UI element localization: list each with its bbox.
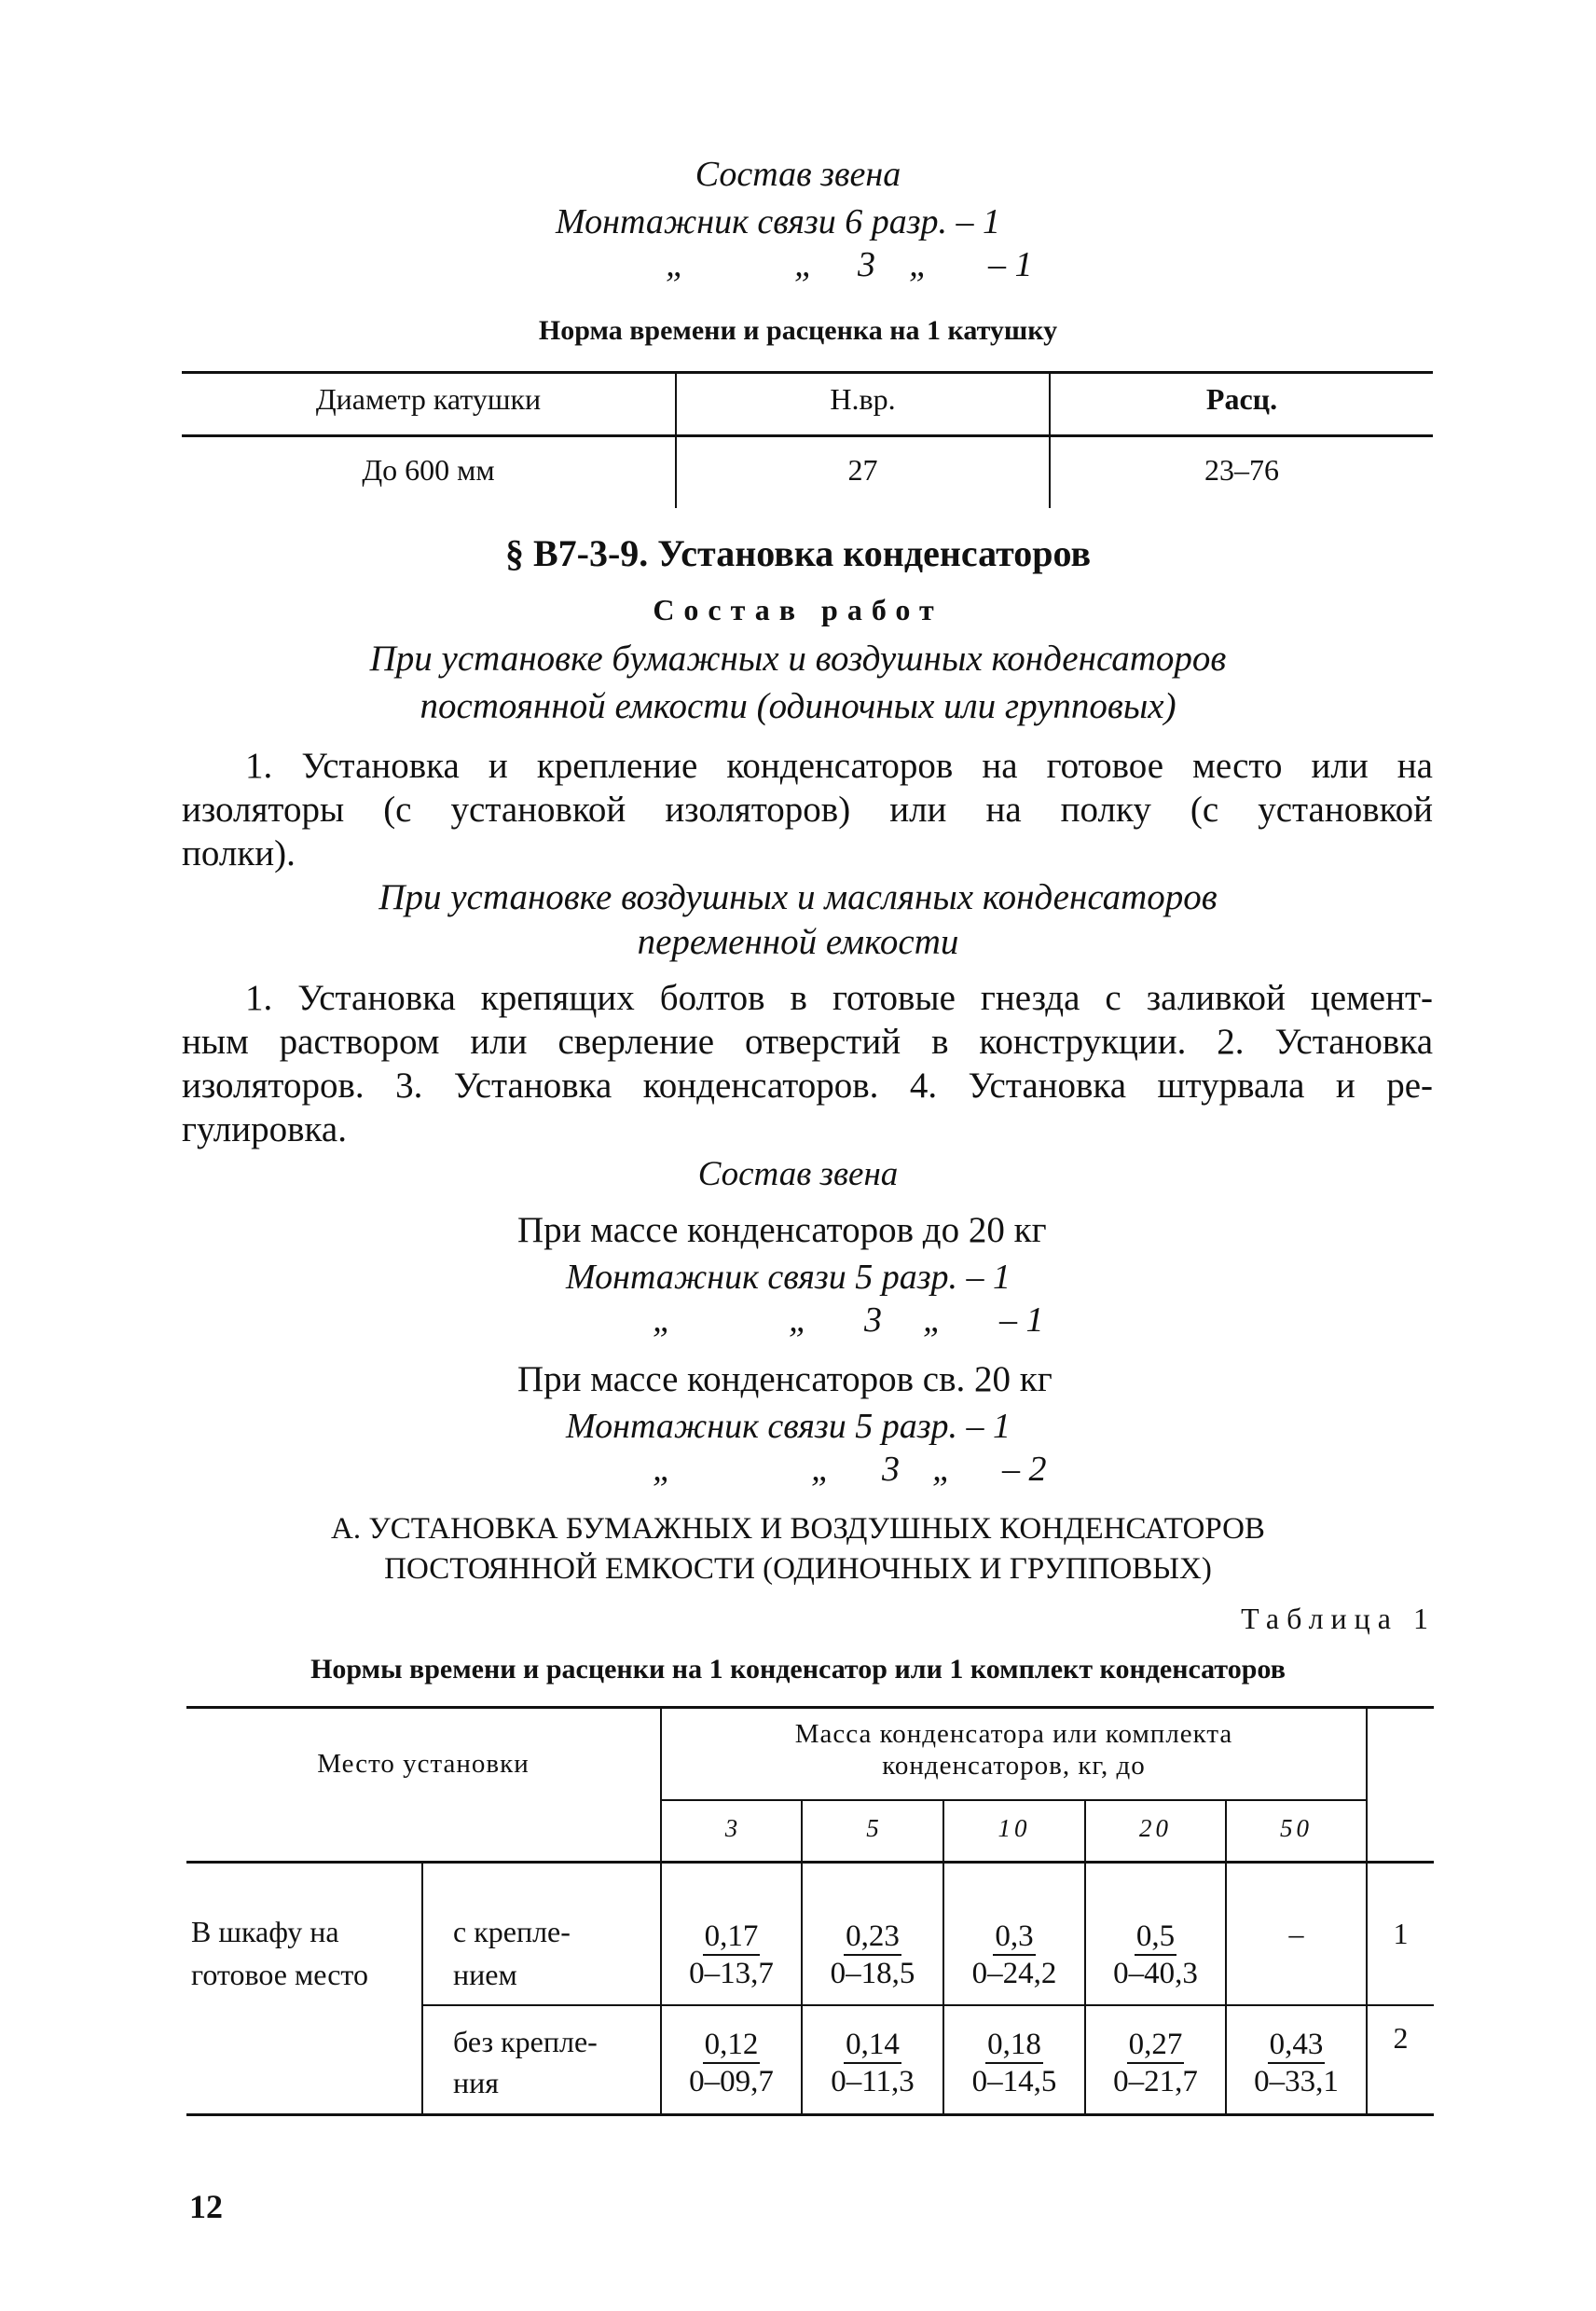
worker-count: – 1	[988, 245, 1033, 284]
section-title: § В7-3-9. Установка конденсаторов	[504, 532, 1092, 574]
norm-time: 0,17	[703, 1919, 761, 1956]
rate: 0–11,3	[831, 2065, 915, 2098]
norm-rate-value	[803, 1919, 942, 1991]
norm-rate-value	[662, 1919, 801, 1991]
mass-column-header: 20	[1139, 1814, 1172, 1842]
mass-column-header: 3	[724, 1814, 738, 1842]
table-rule	[421, 2004, 1434, 2006]
rate: 0–21,7	[1113, 2065, 1198, 2098]
norm-rate-value	[662, 2027, 801, 2099]
ditto-mark: „	[932, 1450, 953, 1489]
rate: 0–14,5	[971, 2065, 1057, 2098]
table-rule	[182, 371, 1433, 374]
row-sublabel: нием	[453, 1958, 517, 1991]
norm-time: 0,43	[1268, 2027, 1326, 2064]
rate: 0–18,5	[830, 1957, 915, 1990]
row-group-label: готовое место	[191, 1958, 368, 1991]
ditto-mark: „	[653, 1450, 673, 1489]
table-header-diameter: Диаметр катушки	[315, 382, 542, 416]
grade-number: 3	[864, 1300, 882, 1340]
grade-number: 3	[858, 245, 875, 284]
crew-title: Состав звена	[697, 1155, 899, 1193]
norm-rate-value	[803, 2027, 942, 2099]
table-cell: 27	[847, 453, 878, 487]
table-label: Таблица 1	[1241, 1602, 1436, 1635]
table-rule	[662, 1799, 1366, 1801]
page-number: 12	[189, 2188, 223, 2225]
subheading: постоянной емкости (одиночных или групповых)	[420, 686, 1176, 726]
crew-line: Монтажник связи 5 разр. – 1	[566, 1407, 1011, 1446]
crew-group-title: При массе конденсаторов до 20 кг	[517, 1210, 1047, 1250]
table-header-rate: Расц.	[1205, 382, 1278, 416]
part-title: ПОСТОЯННОЙ ЕМКОСТИ (ОДИНОЧНЫХ И ГРУППОВЫХ)	[384, 1552, 1212, 1586]
ditto-mark: „	[653, 1300, 673, 1340]
subheading: При установке бумажных и воздушных конденсаторов	[369, 639, 1227, 679]
table-cell: 23–76	[1204, 453, 1279, 487]
crew-line: Монтажник связи 6 разр. – 1	[556, 202, 1001, 241]
worker-count: – 2	[1002, 1450, 1047, 1489]
crew-group-title: При массе конденсаторов св. 20 кг	[517, 1359, 1053, 1399]
norm-time: 0,3	[993, 1919, 1035, 1956]
paragraph	[182, 744, 1433, 875]
table-divider	[421, 1863, 423, 2113]
norm-time: 0,14	[844, 2027, 901, 2064]
subheading: переменной емкости	[637, 922, 959, 962]
ditto-mark: „	[794, 245, 815, 284]
norm-time: 0,27	[1127, 2027, 1185, 2064]
norm-rate-value	[1086, 1919, 1225, 1991]
table-rule	[186, 2113, 1434, 2116]
ditto-mark: „	[811, 1450, 832, 1489]
empty-value-dash: –	[1288, 1917, 1304, 1950]
table-rule	[182, 434, 1433, 437]
row-index: 2	[1393, 2021, 1409, 2055]
paragraph	[182, 976, 1433, 1151]
norm-time: 0,23	[844, 1919, 901, 1956]
table-rule	[186, 1861, 1434, 1864]
paragraph-line: изоляторы (с установкой изоляторов) или на полку (с установкой	[182, 790, 1433, 830]
rate: 0–13,7	[689, 1957, 774, 1990]
table-header-norm: Н.вр.	[830, 382, 896, 416]
mass-column-header: 5	[866, 1814, 879, 1842]
grade-number: 3	[882, 1450, 900, 1489]
paragraph-line: ным раствором или сверление отверстий в конструкции. 2. Установка	[182, 1022, 1433, 1062]
ditto-mark: „	[909, 245, 929, 284]
row-sublabel: ния	[453, 2066, 499, 2099]
crew-title: Состав звена	[695, 155, 901, 194]
work-composition-title: Состав работ	[653, 593, 943, 626]
norm-caption: Норма времени и расценка на 1 катушку	[538, 315, 1058, 346]
norm-time: 0,12	[703, 2027, 761, 2064]
crew-line: Монтажник связи 5 разр. – 1	[566, 1258, 1011, 1297]
row-group-label: В шкафу на	[191, 1915, 339, 1948]
paragraph-line: гулировка.	[182, 1109, 347, 1149]
norm-rate-value	[1227, 2027, 1366, 2099]
rate: 0–40,3	[1113, 1957, 1198, 1990]
paragraph-line: 1. Установка и крепление конденсаторов на готовое место или на	[245, 746, 1433, 786]
table-cell: До 600 мм	[362, 453, 495, 487]
norm-time: 0,5	[1135, 1919, 1176, 1956]
paragraph-line: изоляторов. 3. Установка конденсаторов. 4. Установка штурвала и ре-	[182, 1066, 1433, 1106]
ditto-mark: „	[789, 1300, 809, 1340]
norm-rate-value	[944, 2027, 1084, 2099]
table-header-mass: конденсаторов, кг, до	[882, 1751, 1146, 1781]
table-caption: Нормы времени и расценки на 1 конденсатор или 1 комплект конденсаторов	[310, 1654, 1286, 1685]
paragraph-line: полки).	[182, 833, 296, 874]
rate: 0–33,1	[1254, 2065, 1339, 2098]
table-rule	[186, 1706, 1434, 1709]
norm-rate-value	[944, 1919, 1084, 1991]
part-title: А. УСТАНОВКА БУМАЖНЫХ И ВОЗДУШНЫХ КОНДЕНСАТОРОВ	[331, 1512, 1265, 1546]
ditto-mark: „	[666, 245, 686, 284]
subheading: При установке воздушных и масляных конденсаторов	[378, 877, 1218, 917]
mass-column-header: 10	[998, 1814, 1031, 1842]
ditto-mark: „	[923, 1300, 943, 1340]
table-header-mass: Масса конденсатора или комплекта	[794, 1719, 1233, 1749]
worker-count: – 1	[999, 1300, 1044, 1340]
table-header-place: Место установки	[317, 1749, 530, 1779]
row-sublabel: с крепле-	[453, 1915, 571, 1948]
row-index: 1	[1393, 1917, 1409, 1950]
rate: 0–09,7	[689, 2065, 774, 2098]
mass-column-header: 50	[1280, 1814, 1313, 1842]
row-sublabel: без крепле-	[453, 2025, 598, 2058]
norm-rate-value	[1086, 2027, 1225, 2099]
rate: 0–24,2	[971, 1957, 1057, 1990]
norm-time: 0,18	[985, 2027, 1043, 2064]
paragraph-line: 1. Установка крепящих болтов в готовые гнезда с заливкой цемент-	[245, 978, 1433, 1018]
